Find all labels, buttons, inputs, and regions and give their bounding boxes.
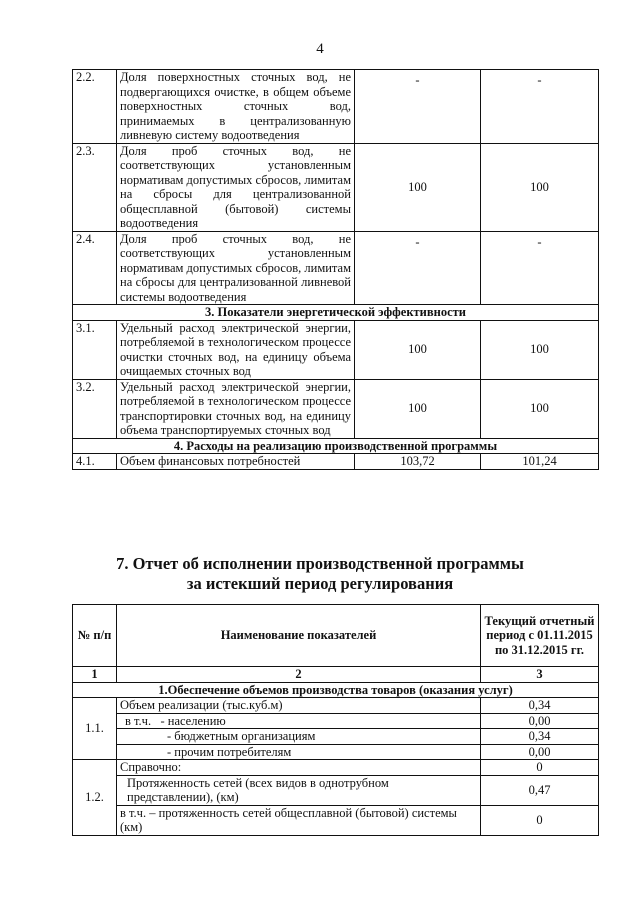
value-cell: 100 xyxy=(355,320,481,379)
table-row xyxy=(73,379,599,438)
column-header-number: № п/п xyxy=(73,605,117,667)
value-cell: 0 xyxy=(481,760,599,776)
indicator-name: - бюджетным организациям xyxy=(117,729,481,745)
value-cell: 103,72 xyxy=(355,454,481,470)
table-row xyxy=(73,805,599,835)
column-header-period: Текущий отчетный период с 01.11.2015 по 31.12.2015 гг. xyxy=(481,605,599,667)
value-cell: 0,00 xyxy=(481,713,599,729)
indicators-table-continued xyxy=(72,69,599,470)
row-number: 1.1. xyxy=(73,698,117,760)
row-number: 2.3. xyxy=(73,143,117,231)
value-cell: 0,34 xyxy=(481,698,599,714)
value-cell: 101,24 xyxy=(481,454,599,470)
row-number: 4.1. xyxy=(73,454,117,470)
row-number: 2.4. xyxy=(73,231,117,305)
indicator-name: Объем финансовых потребностей xyxy=(117,454,355,470)
row-number: 3.2. xyxy=(73,379,117,438)
value-cell: - xyxy=(481,231,599,305)
value-cell: - xyxy=(355,70,481,144)
section-row xyxy=(73,682,599,698)
indicator-name: Доля проб сточных вод, не соответствующих установленным нормативам допустимых сбросов, лимитам на сбросы для централизованной ливневой системы водоотведения xyxy=(117,231,355,305)
section-heading: 4. Расходы на реализацию производственной программы xyxy=(73,438,599,454)
indicator-name: - прочим потребителям xyxy=(117,744,481,760)
section-row xyxy=(73,305,599,321)
table-row xyxy=(73,744,599,760)
indicator-name: в т.ч. - населению xyxy=(117,713,481,729)
value-cell: 100 xyxy=(355,143,481,231)
row-number: 3.1. xyxy=(73,320,117,379)
table-row xyxy=(73,454,599,470)
column-index: 2 xyxy=(117,667,481,683)
indicator-name: Объем реализации (тыс.куб.м) xyxy=(117,698,481,714)
table-row xyxy=(73,729,599,745)
value-cell: - xyxy=(355,231,481,305)
value-cell: 100 xyxy=(355,379,481,438)
value-cell: 100 xyxy=(481,379,599,438)
value-cell: 0,34 xyxy=(481,729,599,745)
section-heading: 1.Обеспечение объемов производства товаров (оказания услуг) xyxy=(73,682,599,698)
index-row xyxy=(73,667,599,683)
column-index: 1 xyxy=(73,667,117,683)
report-table xyxy=(72,604,599,836)
value-cell: 100 xyxy=(481,143,599,231)
table-row xyxy=(73,320,599,379)
report-title-line: за истекший период регулирования xyxy=(186,574,454,593)
value-cell: 0,47 xyxy=(481,775,599,805)
indicator-name: Протяженность сетей (всех видов в однотрубном представлении), (км) xyxy=(117,775,481,805)
table-row xyxy=(73,713,599,729)
indicator-name: Удельный расход электрической энергии, потребляемой в технологическом процессе транспортировки сточных вод, на единицу объема транспортируемых сточных вод xyxy=(117,379,355,438)
value-cell: 0,00 xyxy=(481,744,599,760)
column-index: 3 xyxy=(481,667,599,683)
column-header-name: Наименование показателей xyxy=(117,605,481,667)
value-cell: - xyxy=(481,70,599,144)
indicator-name: Справочно: xyxy=(117,760,481,776)
value-cell: 0 xyxy=(481,805,599,835)
row-number: 2.2. xyxy=(73,70,117,144)
table-row xyxy=(73,70,599,144)
indicator-name: в т.ч. – протяженность сетей общесплавной (бытовой) системы (км) xyxy=(117,805,481,835)
section-row xyxy=(73,438,599,454)
report-title-line: 7. Отчет об исполнении производственной программы xyxy=(116,554,524,573)
table-row xyxy=(73,698,599,714)
report-title xyxy=(0,554,640,594)
indicator-name: Доля проб сточных вод, не соответствующих установленным нормативам допустимых сбросов, лимитам на сбросы для централизованной общесплавной (бытовой) системы водоотведения xyxy=(117,143,355,231)
row-number: 1.2. xyxy=(73,760,117,836)
table-row xyxy=(73,231,599,305)
value-cell: 100 xyxy=(481,320,599,379)
section-heading: 3. Показатели энергетической эффективности xyxy=(73,305,599,321)
table-row xyxy=(73,143,599,231)
header-row xyxy=(73,605,599,667)
page-number: 4 xyxy=(316,41,324,57)
table-row xyxy=(73,760,599,776)
indicator-name: Удельный расход электрической энергии, потребляемой в технологическом процессе очистки сточных вод, на единицу объема очищаемых сточных вод xyxy=(117,320,355,379)
indicator-name: Доля поверхностных сточных вод, не подвергающихся очистке, в общем объеме поверхностных сточных вод, принимаемых в централизованную ливневую систему водоотведения xyxy=(117,70,355,144)
table-row xyxy=(73,775,599,805)
